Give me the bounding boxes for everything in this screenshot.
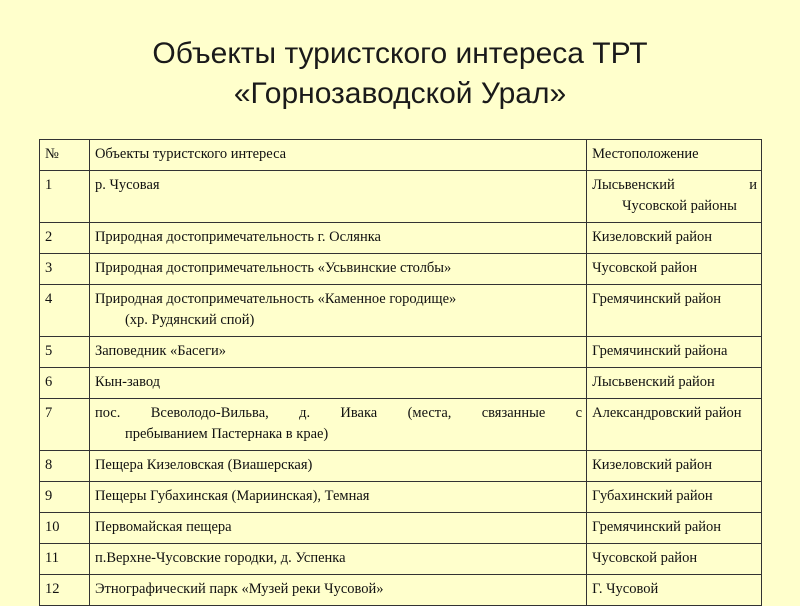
header-num: № — [40, 140, 90, 171]
row-location: Гремячинский район — [587, 285, 762, 337]
table-row — [40, 285, 762, 337]
row-num: 6 — [40, 368, 90, 399]
header-object: Объекты туристского интереса — [89, 140, 586, 171]
row-object — [89, 285, 586, 337]
header-location: Местоположение — [587, 140, 762, 171]
table-row — [40, 544, 762, 575]
row-object: Пещеры Губахинская (Мариинская), Темная — [89, 482, 586, 513]
row-location: Гремячинский района — [587, 337, 762, 368]
row-location: Чусовской район — [587, 544, 762, 575]
row-num: 1 — [40, 171, 90, 223]
row-object: р. Чусовая — [89, 171, 586, 223]
row-location: Кизеловский район — [587, 223, 762, 254]
row-location: Губахинский район — [587, 482, 762, 513]
row-location: Лысьвенский район — [587, 368, 762, 399]
tourist-objects-table — [39, 139, 762, 606]
row-num: 9 — [40, 482, 90, 513]
row-num: 5 — [40, 337, 90, 368]
table-row — [40, 575, 762, 606]
table-row — [40, 171, 762, 223]
row-location: Кизеловский район — [587, 451, 762, 482]
row-num: 4 — [40, 285, 90, 337]
row-num: 3 — [40, 254, 90, 285]
row-object-line-2: пребыванием Пастернака в крае) — [124, 426, 329, 442]
row-object: Заповедник «Басеги» — [89, 337, 586, 368]
table-header-row — [40, 140, 762, 171]
row-location-line-2: Чусовской районы — [622, 198, 737, 214]
row-object: Кын-завод — [89, 368, 586, 399]
row-location: Гремячинский район — [587, 513, 762, 544]
row-num: 8 — [40, 451, 90, 482]
table-row — [40, 482, 762, 513]
row-object-line-1: Природная достопримечательность «Каменное городище» — [94, 291, 457, 307]
title-line-1: Объекты туристского интереса ТРТ — [152, 37, 648, 70]
slide-title — [0, 34, 800, 114]
row-object: Этнографический парк «Музей реки Чусовой» — [89, 575, 586, 606]
row-num: 2 — [40, 223, 90, 254]
row-object: Природная достопримечательность г. Ослянка — [89, 223, 586, 254]
title-line-2: «Горнозаводской Урал» — [233, 77, 567, 110]
row-object: Первомайская пещера — [89, 513, 586, 544]
row-num: 7 — [40, 399, 90, 451]
table-row — [40, 451, 762, 482]
table-row — [40, 223, 762, 254]
row-object-line-1: пос. Всеволодо-Вильва, д. Ивака (места, связанные с — [94, 405, 583, 421]
table-row — [40, 368, 762, 399]
row-num: 11 — [40, 544, 90, 575]
row-location-line-1: Лысьвенский и — [592, 177, 757, 193]
table-row — [40, 337, 762, 368]
table-row — [40, 513, 762, 544]
row-object: Пещера Кизеловская (Виашерская) — [89, 451, 586, 482]
row-location: Чусовской район — [587, 254, 762, 285]
table-row — [40, 254, 762, 285]
row-location — [587, 171, 762, 223]
table-row — [40, 399, 762, 451]
row-num: 10 — [40, 513, 90, 544]
row-object: Природная достопримечательность «Усьвинские столбы» — [89, 254, 586, 285]
row-location: Александровский район — [587, 399, 762, 451]
row-object — [89, 399, 586, 451]
row-object-line-2: (хр. Рудянский спой) — [124, 312, 255, 328]
row-num: 12 — [40, 575, 90, 606]
row-location: Г. Чусовой — [587, 575, 762, 606]
row-object: п.Верхне-Чусовские городки, д. Успенка — [89, 544, 586, 575]
